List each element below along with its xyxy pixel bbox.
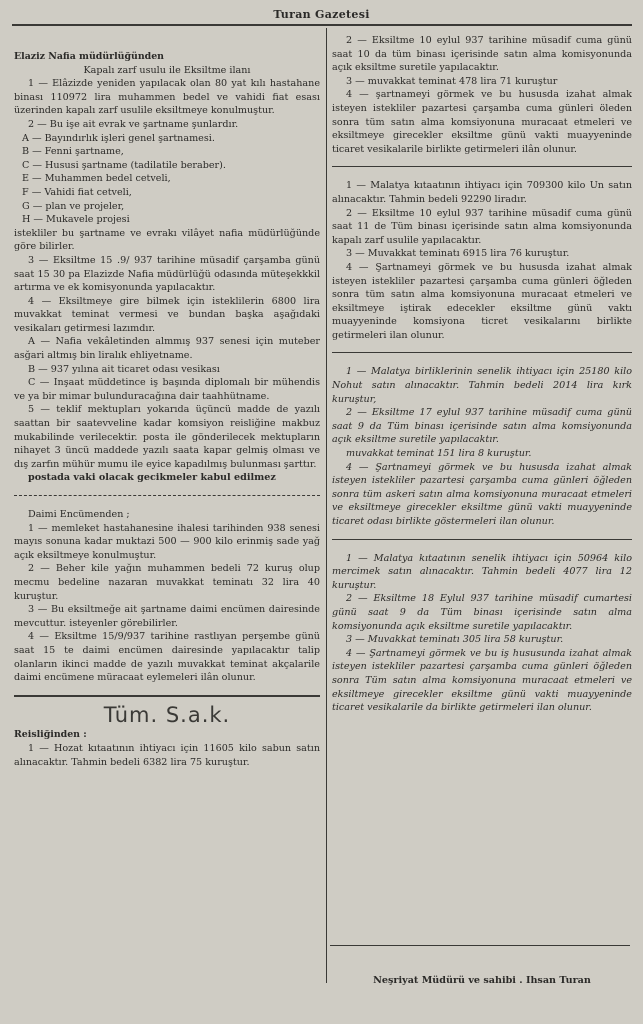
notice-paragraph: 2 — Eksiltme 18 Eylul 937 tarihine müsadif cumartesi günü saat 9 da Tüm binası içerisinde satın alma komsiyonunda açık eksiltme suretile yapılacaktır. — [332, 593, 632, 632]
section-divider — [332, 539, 632, 540]
notice-paragraph: 2 — Eksiltme 17 eylul 937 tarihine müsadif cuma günü saat 9 da Tüm binası içerisinde satın alma komsiyonunda açık eksiltme suretile yapılacaktır. — [332, 407, 632, 446]
notice-paragraph: 1 — Malatya kıtaatının senelik ihtiyacı için 50964 kilo mercimek satın alınacaktır. Tahmin bedeli 4077 lira 12 kuruştur. — [332, 552, 632, 591]
notice-paragraph: istekliler bu şartname ve evrakı vilâyet nafia müdürlüğünde göre bilirler. — [14, 227, 320, 253]
header-rule — [12, 24, 632, 26]
newspaper-header: Turan Gazetesi — [273, 8, 370, 21]
publisher-footer: Neşriyat Müdürü ve sahibi . Ihsan Turan — [373, 975, 591, 986]
section-divider — [332, 166, 632, 167]
hozat-continued-notice — [332, 34, 632, 156]
notice-paragraph: 3 — Muvakkat teminatı 6915 lira 76 kuruştur. — [346, 248, 570, 260]
right-column — [332, 34, 632, 715]
list-item: G — plan ve projeler, — [22, 200, 125, 212]
list-item: A — Bayındırlık işleri genel şartnamesi. — [22, 132, 215, 144]
tsak-title: Tüm. S.a.k. — [103, 702, 231, 727]
notice-paragraph: 4 — Şartnameyi görmek ve bu iş hususunda izahat almak isteyen istekliler pazartesi çarşamba cuma günleri öğleden sonra Tüm satın alma komsiyonuna muracaat etmeleri ve eksiltmeye girecekler eksiltme günü vakti muayyeninde ticaret vesikalarile da birlikte getirmeleri ilan olunur. — [332, 647, 632, 714]
section-divider — [332, 352, 632, 353]
notice-paragraph: B — 937 yılına ait ticaret odası vesikası — [28, 363, 220, 375]
left-column — [14, 50, 320, 769]
list-item: H — Mukavele projesi — [22, 214, 130, 226]
notice-paragraph: 3 — Eksiltme 15 .9/ 937 tarihine müsadif çarşamba günü saat 15 30 pa Elazizde Nafia müdürlüğü odasında müteşekkkil artırma ve ek komisyonunda yapılacaktır. — [14, 254, 320, 294]
elazig-notice — [14, 50, 320, 485]
notice-paragraph: C — Inşaat müddetince iş başında diplomalı bir mühendis ve ya bir mimar bulunduracağına dair taahhütname. — [14, 377, 320, 402]
notice-heading: Daimi Encümenden ; — [28, 509, 130, 520]
notice-paragraph: 1 — Malatya kıtaatının ihtiyacı için 709300 kilo Un satın alınacaktır. Tahmin bedeli 92290 liradır. — [332, 180, 632, 205]
section-divider — [14, 695, 320, 697]
list-item: F — Vahidi fiat cetveli, — [22, 186, 132, 198]
notice-paragraph: 1 — Malatya birliklerinin senelik ihtiyacı için 25180 kilo Nohut satın alınacaktır. Tahmin bedeli 2014 lira kırk kuruştur, — [332, 366, 632, 405]
section-divider — [14, 495, 320, 496]
notice-paragraph: 3 — muvakkat teminat 478 lira 71 kuruştur — [346, 75, 558, 87]
column-divider — [326, 28, 327, 983]
notice-paragraph: 4 — Eksiltmeye gire bilmek için isteklilerin 6800 lira muvakkat teminat vermesi ve bundan başka aşağıdaki vesikaları getirmesi lazımdır. — [14, 295, 320, 334]
notice-paragraph: 1 — Elâzizde yeniden yapılacak olan 80 yat kılı hastahane binası 110972 lira muhammen bedel ve vahidi fiat esası üzerinden kapalı zarf usulile eksiltmeye konulmuştur. — [14, 78, 320, 117]
malatya-nohut-notice — [332, 365, 632, 528]
daimi-notice — [14, 508, 320, 685]
notice-paragraph: 2 — Eksiltme 10 eylul 937 tarihine müsadif cuma günü saat 11 de Tüm binası içerisinde satın alma komsiyonunda kapalı zarf usulile yapılacaktır. — [332, 207, 632, 246]
notice-subheading: Kapalı zarf usulu ile Eksiltme ilanı — [83, 64, 251, 76]
notice-paragraph: 4 — Şartnameyi görmek ve bu hususda izahat almak isteyen istekliler pazartesi çarşamba cuma günleri öğleden sonra tüm satın alma komsiyonuna muracaat etmeleri ve eksiltmeye iştirak edecekler eksiltme günü vaktı muayyeninde komsiyona ticret vesikalarını birlikte getirmeleri ilan olunur. — [332, 261, 632, 341]
notice-paragraph: postada vaki olacak gecikmeler kabul edilmez — [28, 472, 276, 484]
list-item: B — Fenni şartname, — [22, 146, 124, 158]
notice-paragraph: 4 — Eksiltme 15/9/937 tarihine rastlıyan perşembe günü saat 15 te daimi encümen dairesinde yapılacaktır talip olanların ikinci madde de yazılı muvakkat teminat akçalarile daimi encümene müracaat eylemeleri ilân olunur. — [14, 631, 320, 684]
notice-paragraph: 1 — Hozat kıtaatının ihtiyacı için 11605 kilo sabun satın alınacaktır. Tahmin bedeli 6382 lira 75 kuruştur. — [14, 742, 320, 768]
notice-heading: Elaziz Nafia müdürlüğünden — [14, 51, 164, 62]
document-list — [14, 132, 320, 227]
malatya-mercimek-notice — [332, 552, 632, 715]
malatya-un-notice — [332, 179, 632, 342]
notice-paragraph: 1 — memleket hastahanesine ihalesi tarihinden 938 senesi mayıs sonuna kadar muktazi 500 — 900 kilo erinmiş sade yağ açık eksiltmeye konulmuştur. — [14, 522, 320, 561]
notice-paragraph: 3 — Muvakkat teminatı 305 lira 58 kuruştur. — [346, 634, 564, 646]
notice-paragraph: 5 — teklif mektupları yokarıda üçüncü madde de yazılı saattan bir saatevveline kadar komsiyon reisliğine makbuz mukabilinde verilecektir. posta ile gönderilecek mektupların nihayet 3 üncü maddede yazılı saata kapar gelmiş olması ve dış zarfın mühür mumu ile eyice kapadılmış bulunması şarttır. — [14, 404, 320, 470]
notice-paragraph: 2 — Eksiltme 10 eylul 937 tarihine müsadif cuma günü saat 10 da tüm binası içerisinde satın alma komisyonunda açık eksiltme suretile yapılacaktır. — [332, 35, 632, 74]
list-item: C — Hususi şartname (tadilatile beraber). — [22, 159, 226, 171]
list-item: E — Muhammen bedel cetveli, — [22, 173, 171, 185]
notice-paragraph: 4 — Şartnameyi görmek ve bu hususda izahat almak isteyen istekliler pazartesi çarşamba cuma günleri öğleden sonra tüm askeri satın alma komsiyonuna muracaat etmeleri ve eksiltmeye girecekler eksiltme günü vakti muayyeninde ticaret odası birlikte göstermeleri ilan olunur. — [332, 461, 632, 527]
footer-rule — [330, 945, 630, 946]
notice-paragraph: 3 — Bu eksiltmeğe ait şartname daimi encümen dairesinde mevcuttur. isteyenler görebilirler. — [14, 604, 320, 629]
notice-paragraph: A — Nafia vekâletinden almmış 937 senesi için muteber asğari altmış bin liralık ehliyetname. — [14, 336, 320, 362]
tsak-notice — [14, 702, 320, 769]
notice-paragraph: 2 — Beher kile yağın muhammen bedeli 72 kuruş olup mecmu bedeline nazaran muvakkat teminatı 32 lira 40 kuruştur. — [14, 563, 320, 602]
notice-paragraph: 2 — Bu işe ait evrak ve şartname şunlardır. — [28, 118, 239, 130]
notice-paragraph: 4 — şartnameyi görmek ve bu hususda izahat almak isteyen istekliler pazartesi çarşamba cuma günleri öleden sonra tüm satın alma komsiyonuna muracaat etmeleri ve eksiltmeye girecekler eksiltme günü vakti muayyeninde ticaret vesikalarile birlikte getirmeleri ilân olunur. — [332, 89, 632, 155]
notice-heading: Reisliğinden : — [14, 729, 87, 741]
notice-paragraph: muvakkat teminat 151 lira 8 kuruştur. — [346, 448, 532, 460]
